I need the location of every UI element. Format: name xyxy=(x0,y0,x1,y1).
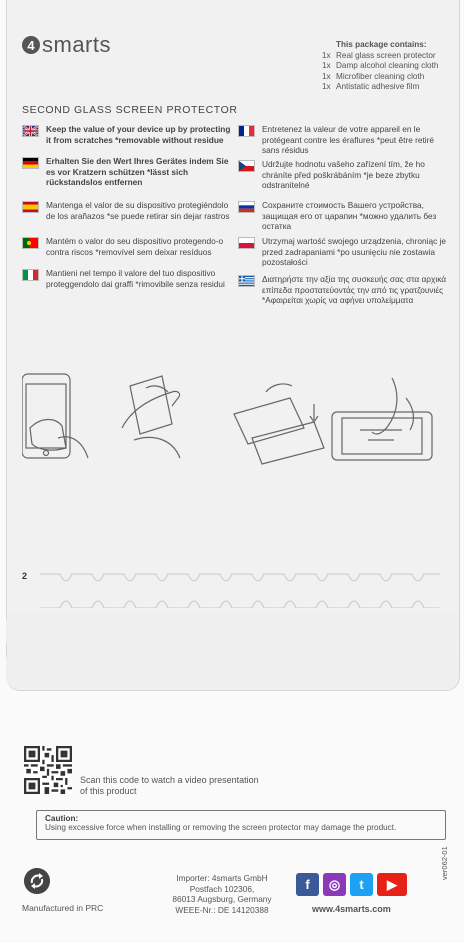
caution-title: Caution: xyxy=(45,814,79,823)
tear-band-lower xyxy=(6,650,458,688)
lang-pt: Mantém o valor do seu dispositivo protegendo-o contra riscos *removível sem deixar resíduos xyxy=(22,236,232,257)
caution-box xyxy=(36,810,446,840)
lang-gr: Διατηρήστε την αξία της συσκευής σας στα αρχικά επίπεδα προστατεύοντάς την από τις γρατζουνιές *Αφαιρείται χωρίς να αφήνει υπολείμματα xyxy=(238,274,448,306)
step-wipe-icon xyxy=(122,376,180,458)
portugal-flag-icon xyxy=(22,237,39,249)
step-press-icon xyxy=(332,378,432,460)
package-item: 1x Real glass screen protector xyxy=(322,50,436,60)
manufactured-in: Manufactured in PRC xyxy=(22,903,104,913)
logo-mark: 4 xyxy=(22,36,40,54)
importer-info: Importer: 4smarts GmbH Postfach 102306, 86013 Augsburg, Germany WEEE-Nr.: DE 14120388 xyxy=(172,873,272,915)
package-item: 1x Damp alcohol cleaning cloth xyxy=(322,61,439,70)
package-item: 1x Antistatic adhesive film xyxy=(322,82,420,91)
italy-flag-icon xyxy=(22,269,39,281)
website-link[interactable]: www.4smarts.com xyxy=(312,904,391,914)
germany-flag-icon xyxy=(22,157,39,169)
qr-caption: Scan this code to watch a video presentation of this product xyxy=(80,775,259,796)
uk-flag-icon xyxy=(22,125,39,137)
lang-en: Keep the value of your device up by protecting it from scratches *removable without residue xyxy=(22,124,232,145)
brand-logo xyxy=(22,32,111,58)
social-links xyxy=(296,873,411,896)
step-clean-icon xyxy=(22,374,88,458)
instagram-icon[interactable]: ◎ xyxy=(323,873,346,896)
lang-fr: Entretenez la valeur de votre appareil en le protégeant contre les éraflures *peut être retiré sans résidus xyxy=(238,124,448,156)
france-flag-icon xyxy=(238,125,255,137)
lang-es: Mantenga el valor de su dispositivo protegiéndolo de los arañazos *se puede retirar sin dejar rastros xyxy=(22,200,232,221)
poland-flag-icon xyxy=(238,237,255,249)
package-item: 1x Microfiber cleaning cloth xyxy=(322,71,425,81)
installation-steps-illustration xyxy=(22,368,442,468)
product-title: SECOND GLASS SCREEN PROTECTOR xyxy=(22,104,238,116)
lang-ru: Сохраните стоимость Вашего устройства, защищая его от царапин *можно удалить без остатка xyxy=(238,200,448,232)
czech-flag-icon xyxy=(238,160,255,172)
tear-band-upper xyxy=(6,612,458,650)
youtube-icon[interactable]: ▶ xyxy=(377,873,407,896)
qr-code-icon[interactable] xyxy=(24,746,72,794)
tear-perforation xyxy=(40,568,440,608)
lang-de: Erhalten Sie den Wert Ihres Gerätes indem Sie es vor Kratzern schützen *lässt sich rückstandslos entfernen xyxy=(22,156,232,188)
lang-pl: Utrzymaj wartość swojego urządzenia, chroniąc je przed zadrapaniami *po usunięciu nie zostawia pozostałości xyxy=(238,236,448,268)
spain-flag-icon xyxy=(22,201,39,213)
recycle-icon xyxy=(24,868,50,894)
greece-flag-icon xyxy=(238,275,255,287)
lang-cz: Udržujte hodnotu vašeho zařízení tím, že ho chráníte před poškrábáním *je beze zbytku odstranitelné xyxy=(238,159,448,191)
logo-text: smarts xyxy=(42,32,111,57)
twitter-icon[interactable]: t xyxy=(350,873,373,896)
package-contents xyxy=(322,40,438,93)
caution-text: Using excessive force when installing or removing the screen protector may damage the product. xyxy=(45,823,397,832)
package-contents-heading: This package contains: xyxy=(336,40,427,49)
version-code: ver062-01 xyxy=(440,846,449,880)
step-apply-icon xyxy=(234,384,324,464)
lang-it: Mantieni nel tempo il valore del tuo dispositivo proteggendolo dai graffi *rimovibile senza residui xyxy=(22,268,232,289)
step-number: 2 xyxy=(22,571,28,581)
facebook-icon[interactable]: f xyxy=(296,873,319,896)
russia-flag-icon xyxy=(238,201,255,213)
